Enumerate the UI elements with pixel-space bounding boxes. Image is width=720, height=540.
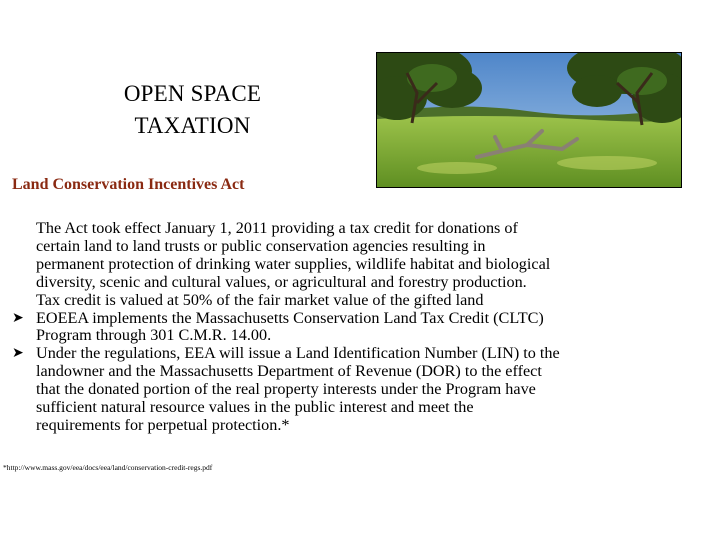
- intro-line: The Act took effect January 1, 2011 providing a tax credit for donations of: [36, 219, 518, 237]
- bullet-line: Program through 301 C.M.R. 14.00.: [36, 326, 272, 345]
- slide-title: [95, 78, 290, 142]
- intro-line: certain land to land trusts or public conservation agencies resulting in: [36, 236, 486, 255]
- bullet-line: Under the regulations, EEA will issue a Land Identification Number (LIN) to the: [36, 344, 560, 363]
- slide-body: [12, 220, 702, 435]
- bullet-item: [12, 345, 702, 435]
- meadow-with-trees-photo: [376, 52, 682, 188]
- arrow-bullet-icon: ➤: [12, 309, 24, 326]
- bullet-line: requirements for perpetual protection.*: [36, 415, 290, 434]
- bullet-line: landowner and the Massachusetts Department of Revenue (DOR) to the effect: [36, 362, 542, 381]
- bullet-line: that the donated portion of the real property interests under the Program have: [36, 380, 536, 399]
- intro-line: diversity, scenic and cultural values, or agricultural and forestry production.: [36, 272, 527, 291]
- bullet-item: [12, 310, 702, 346]
- footnote-url[interactable]: *http://www.mass.gov/eea/docs/eea/land/conservation-credit-regs.pdf: [3, 463, 213, 472]
- intro-line: permanent protection of drinking water supplies, wildlife habitat and biological: [36, 254, 551, 273]
- arrow-bullet-icon: ➤: [12, 345, 24, 362]
- intro-line: Tax credit is valued at 50% of the fair market value of the gifted land: [36, 290, 484, 309]
- slide-subtitle: Land Conservation Incentives Act: [12, 176, 245, 193]
- bullet-line: sufficient natural resource values in the public interest and meet the: [36, 398, 474, 417]
- intro-paragraph: [12, 220, 702, 310]
- title-line-1: OPEN SPACE: [123, 81, 262, 106]
- title-line-2: TAXATION: [134, 113, 251, 138]
- bullet-line: EOEEA implements the Massachusetts Conservation Land Tax Credit (CLTC): [36, 308, 544, 327]
